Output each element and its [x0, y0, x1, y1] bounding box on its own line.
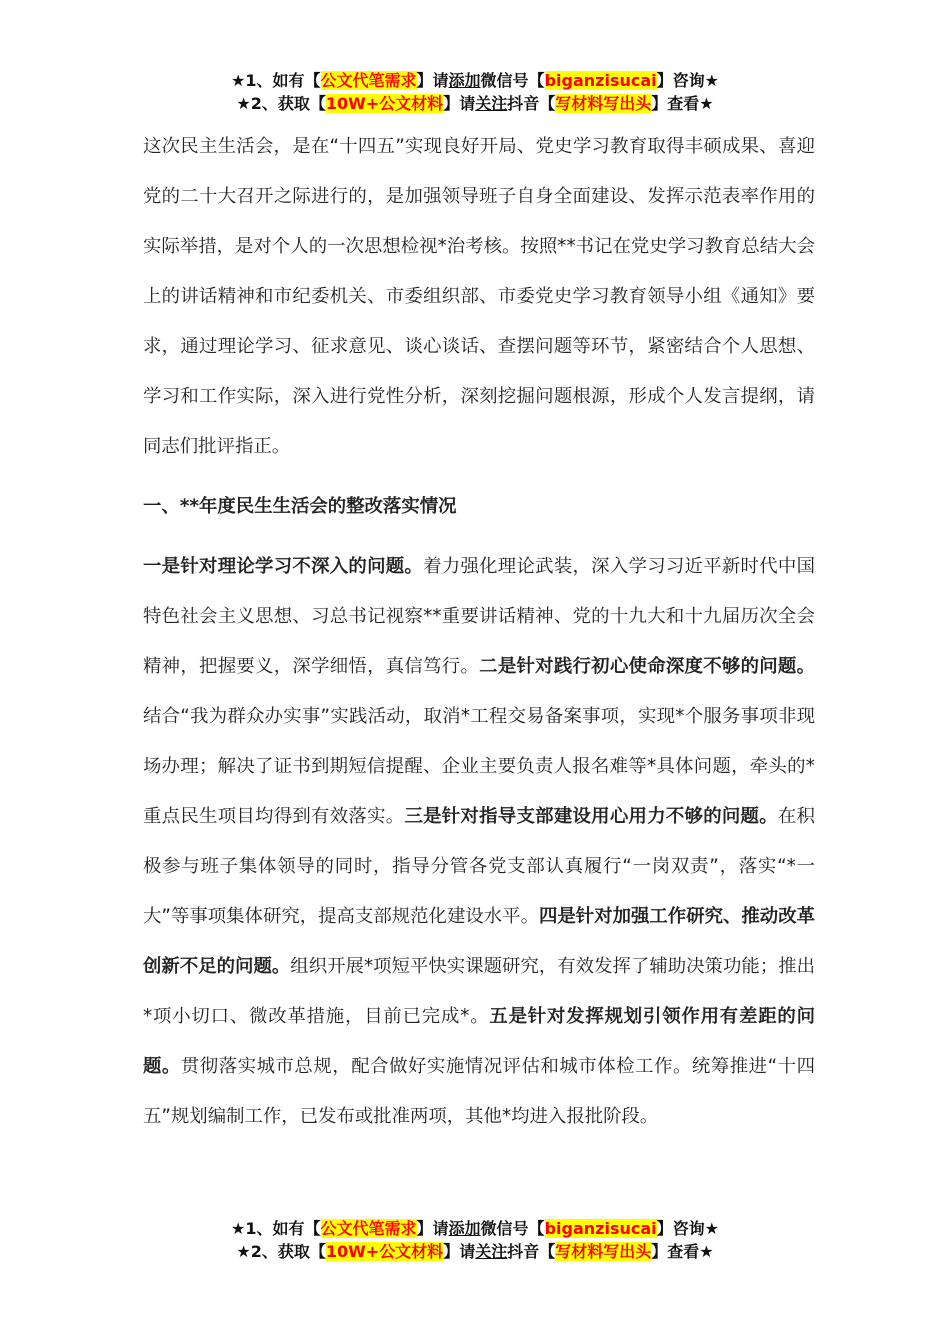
promo-text: 】请: [416, 71, 449, 90]
promo-text: 】查看★: [651, 1242, 714, 1261]
promo-text: 微信号【: [480, 1219, 545, 1238]
promo-underline: 添加: [448, 1219, 481, 1238]
promo-line-1: [0, 1217, 950, 1240]
intro-paragraph: 这次民主生活会，是在“十四五”实现良好开局、党史学习教育取得丰硕成果、喜迎党的二十大召开之际进行的，是加强领导班子自身全面建设、发挥示范表率作用的实际举措，是对个人的一次思想检视*治考核。按照**书记在党史学习教育总结大会上的讲话精神和市纪委机关、市委组织部、市委党史学习教育领导小组《通知》要求，通过理论学习、征求意见、谈心谈话、查摆问题等环节，紧密结合个人思想、学习和工作实际，深入进行党性分析，深刻挖掘问题根源，形成个人发言提纲，请同志们批评指正。: [143, 136, 815, 457]
point-title: 三是针对指导支部建设用心用力不够的问题。: [404, 806, 778, 827]
promo-text: 抖音【: [507, 1242, 556, 1261]
section-heading: 一、**年度民生生活会的整改落实情况: [143, 496, 457, 517]
promo-highlight: 写材料写出头: [555, 1242, 652, 1261]
promo-banner-top: [0, 69, 950, 115]
promo-underline: 关注: [475, 1242, 508, 1261]
promo-line-2: [0, 92, 950, 115]
promo-text: 】请: [443, 1242, 476, 1261]
point-text: 结合“我为群众办实事”实践活动，取消*工程交易备案事项，实现*个服务事项非现场办理；解决了证书到期短信提醒、企业主要负责人报名难等*具体问题，牵头的*重点民生项目均得到有效落实。: [143, 706, 815, 827]
promo-highlight: biganzisucai: [544, 1219, 657, 1238]
promo-line-1: [0, 69, 950, 92]
promo-text: 】咨询★: [656, 1219, 719, 1238]
promo-line-2: [0, 1240, 950, 1263]
point-text: 组织开展*项短平快实课题研究，有效发挥了辅助决策功能；推出*项小切口、微改革措施，目前已完成*。: [143, 956, 815, 1027]
point-title: 一是针对理论学习不深入的问题。: [143, 556, 424, 577]
point-title: 五是针对发挥规划引领作用有差距的问题。: [143, 1006, 815, 1077]
section-paragraph: [143, 542, 815, 1142]
promo-text: 】查看★: [651, 94, 714, 113]
promo-highlight: 10W+公文材料: [325, 1242, 444, 1261]
promo-underline: 添加: [448, 71, 481, 90]
point-text: 在积极参与班子集体领导的同时，指导分管各党支部认真履行“一岗双责”，落实“*一大”等事项集体研究，提高支部规范化建设水平。: [143, 806, 815, 927]
promo-text: 】请: [443, 94, 476, 113]
point-title: 四是针对加强工作研究、推动改革创新不足的问题。: [143, 906, 815, 977]
point-title: 二是针对践行初心使命深度不够的问题。: [479, 656, 815, 677]
promo-text: 抖音【: [507, 94, 556, 113]
point-text: 着力强化理论武装，深入学习习近平新时代中国特色社会主义思想、习总书记视察**重要讲话精神、党的十九大和十九届历次全会精神，把握要义，深学细悟，真信笃行。: [143, 556, 815, 677]
point-text: 贯彻落实城市总规，配合做好实施情况评估和城市体检工作。统筹推进“十四五”规划编制工作，已发布或批准两项，其他*均进入报批阶段。: [143, 1056, 815, 1127]
promo-banner-bottom: [0, 1217, 950, 1263]
promo-text: 】咨询★: [656, 71, 719, 90]
document-body: [143, 122, 815, 1142]
promo-text: ★1、如有【: [231, 71, 321, 90]
promo-text: 】请: [416, 1219, 449, 1238]
promo-highlight: 10W+公文材料: [325, 94, 444, 113]
promo-underline: 关注: [475, 94, 508, 113]
promo-text: ★2、获取【: [236, 1242, 326, 1261]
promo-highlight: 公文代笔需求: [320, 71, 417, 90]
promo-highlight: 公文代笔需求: [320, 1219, 417, 1238]
promo-highlight: biganzisucai: [544, 71, 657, 90]
promo-text: ★1、如有【: [231, 1219, 321, 1238]
promo-text: 微信号【: [480, 71, 545, 90]
promo-text: ★2、获取【: [236, 94, 326, 113]
promo-highlight: 写材料写出头: [555, 94, 652, 113]
